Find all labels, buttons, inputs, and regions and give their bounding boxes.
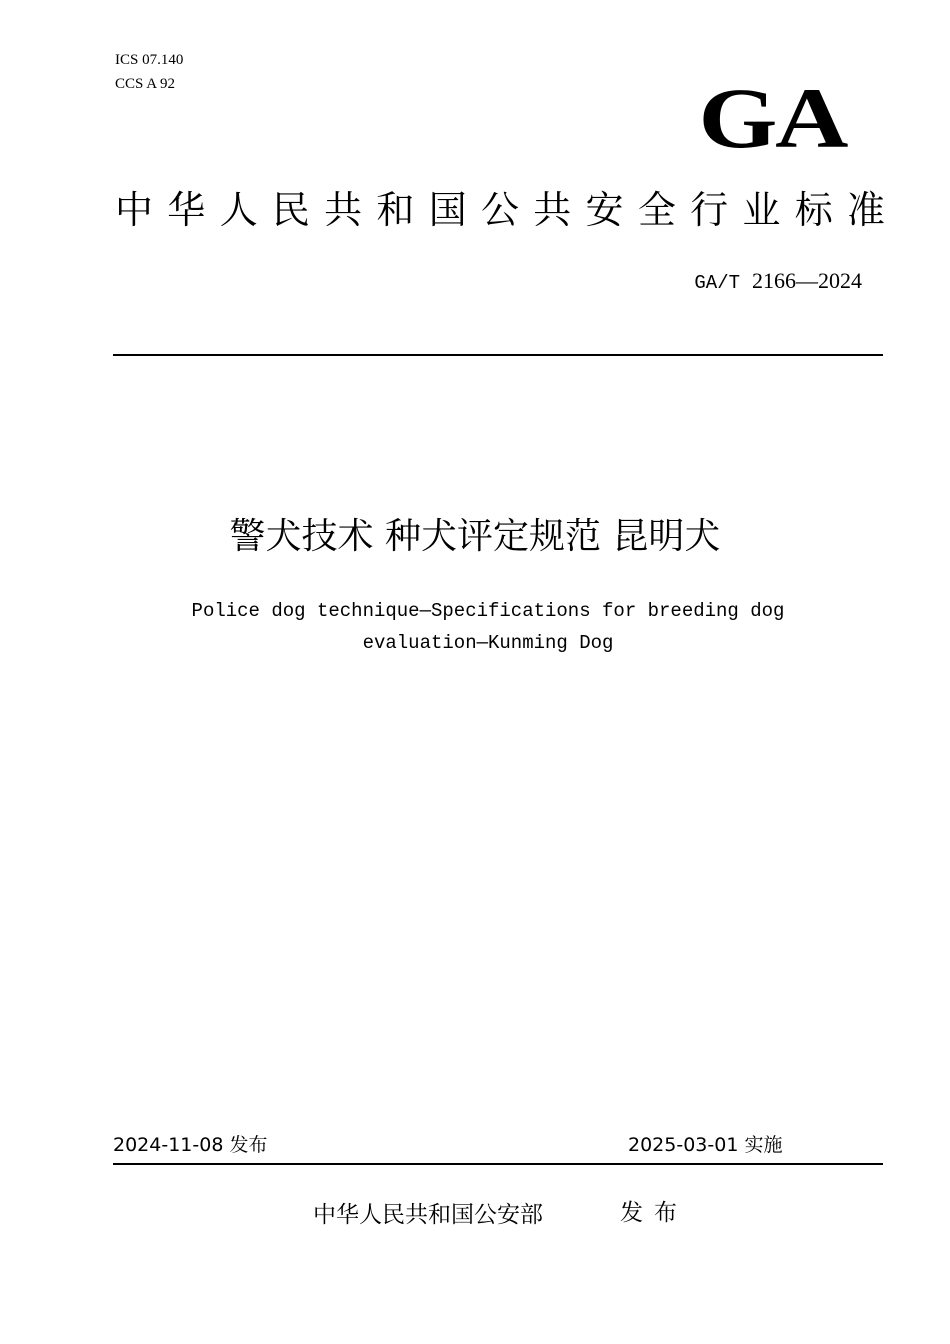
standard-category: 中华人民共和国公共安全行业标准: [115, 188, 885, 232]
bottom-divider: [113, 1163, 883, 1165]
issued-label: 发布: [620, 1200, 688, 1226]
issuing-authority: 中华人民共和国公安部: [313, 1202, 543, 1228]
english-title-line-2: evaluation—Kunming Dog: [362, 632, 614, 654]
issue-date: 2024-11-08 发布: [113, 1134, 268, 1156]
standard-number: [694, 266, 862, 298]
ccs-code: CCS A 92: [115, 76, 176, 92]
ics-code: ICS 07.140: [115, 52, 184, 68]
standard-code: 2166—2024: [752, 268, 862, 293]
standard-prefix: GA/T: [694, 272, 740, 294]
ga-logo: GA: [698, 70, 846, 166]
top-divider: [113, 354, 883, 356]
english-title-line-1: Police dog technique—Specifications for breeding dog: [191, 600, 785, 622]
implementation-date: 2025-03-01 实施: [628, 1134, 783, 1156]
chinese-title: 警犬技术 种犬评定规范 昆明犬: [229, 516, 721, 557]
